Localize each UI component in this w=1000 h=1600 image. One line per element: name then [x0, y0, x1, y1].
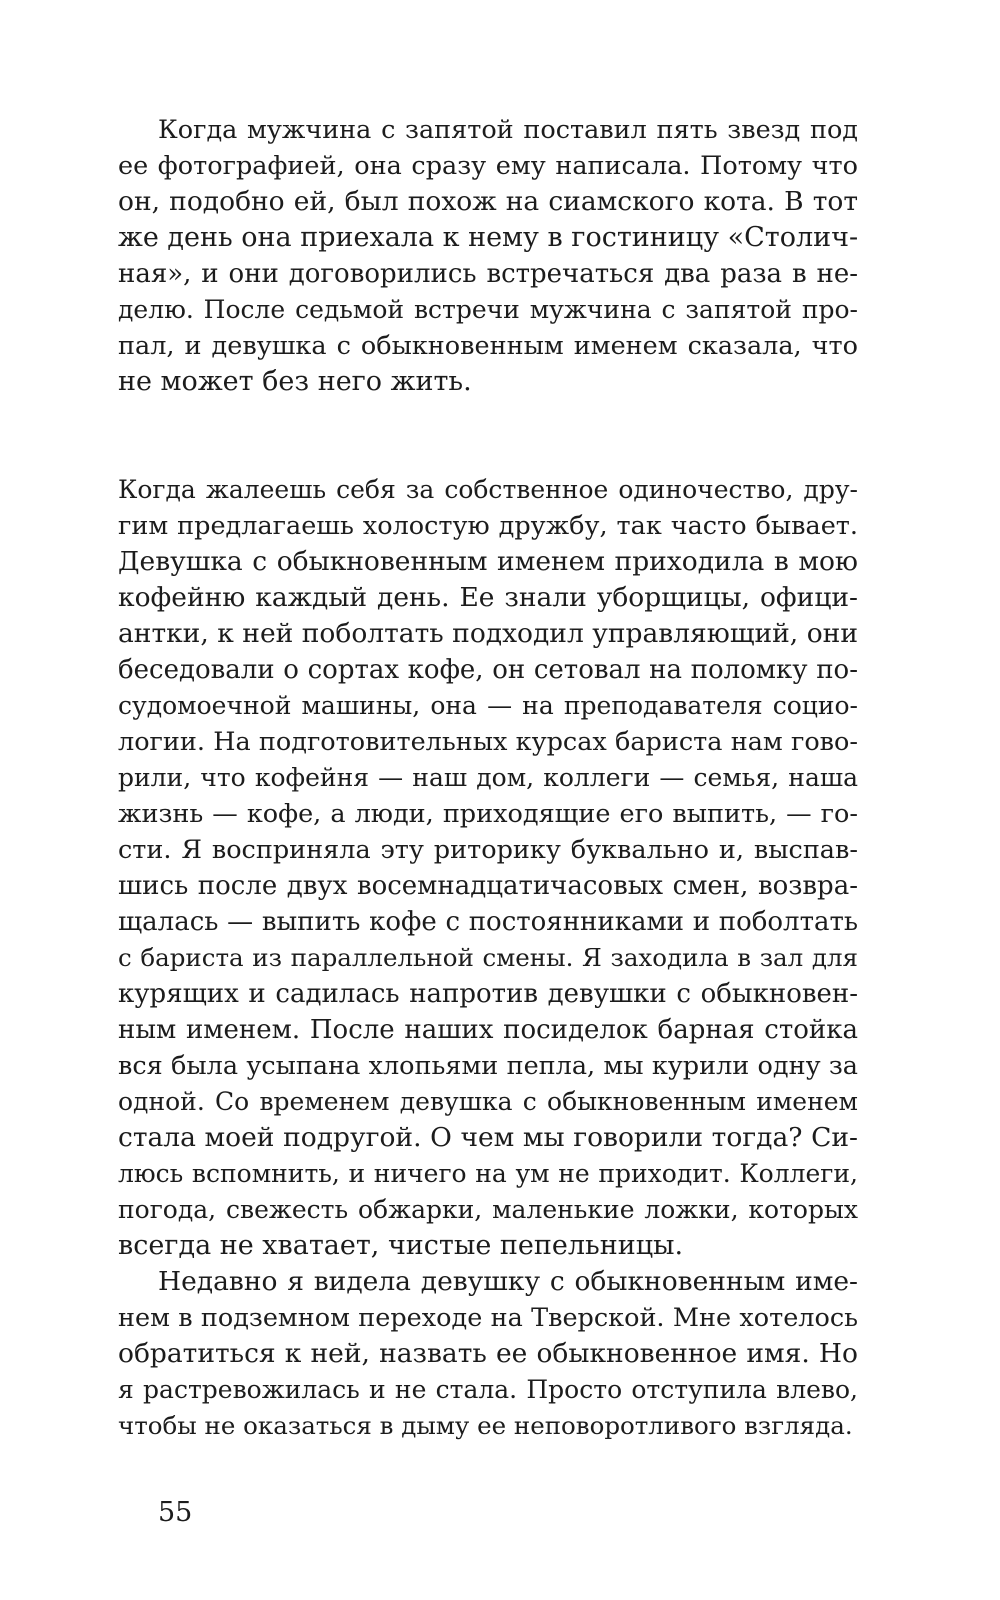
paragraph-2-line: всегда не хватает, чистые пепельницы. [118, 1230, 684, 1261]
paragraph-2-line: антки, к ней поболтать подходил управляющий, они [118, 618, 858, 649]
paragraph-2-line: жизнь — кофе, а люди, приходящие его выпить, — го- [118, 799, 858, 829]
paragraph-2-line: рили, что кофейня — наш дом, коллеги — семья, наша [118, 763, 858, 792]
paragraph-2-line: люсь вспомнить, и ничего на ум не приходит. Коллеги, [118, 1159, 858, 1188]
paragraph-2-line: сти. Я восприняла эту риторику буквально и, выспав- [118, 835, 858, 865]
paragraph-2-line: шись после двух восемнадцатичасовых смен, возвра- [118, 871, 858, 901]
paragraph-2-line: Девушка с обыкновенным именем приходила в мою [118, 546, 858, 577]
paragraph-2-line: вся была усыпана хлопьями пепла, мы курили одну за [118, 1051, 858, 1081]
paragraph-2-line: логии. На подготовительных курсах бариста нам гово- [118, 727, 858, 757]
paragraph-1-line: ее фотографией, она сразу ему написала. Потому что [118, 151, 858, 181]
paragraph-2-line: погода, свежесть обжарки, маленькие ложки, которых [118, 1195, 858, 1224]
paragraph-2-line: щалась — выпить кофе с постоянниками и поболтать [118, 907, 858, 937]
paragraph-2-line: стала моей подругой. О чем мы говорили тогда? Си- [118, 1122, 858, 1153]
paragraph-1-line: ная», и они договорились встречаться два раза в не- [118, 259, 858, 289]
paragraph-1-line: пал, и девушка с обыкновенным именем сказала, что [118, 331, 858, 361]
paragraph-1-line: не может без него жить. [118, 366, 472, 397]
paragraph-2-line: беседовали о сортах кофе, он сетовал на поломку по- [118, 655, 858, 685]
paragraph-3-line: нем в подземном переходе на Тверской. Мне хотелось [118, 1303, 858, 1333]
paragraph-1-line: же день она приехала к нему в гостиницу «Столич- [118, 222, 859, 253]
paragraph-3-line: чтобы не оказаться в дыму ее неповоротливого взгляда. [118, 1411, 853, 1440]
paragraph-2-line: с бариста из параллельной смены. Я заходила в зал для [118, 943, 858, 972]
paragraph-2-line: одной. Со временем девушка с обыкновенным именем [118, 1087, 858, 1116]
page-number: 55 [158, 1497, 193, 1528]
paragraph-3-line: я растревожилась и не стала. Просто отступила влево, [118, 1375, 858, 1404]
paragraph-3-line: обратиться к ней, назвать ее обыкновенное имя. Но [118, 1338, 858, 1369]
paragraph-1-line: делю. После седьмой встречи мужчина с запятой про- [118, 295, 858, 324]
paragraph-2-line: ным именем. После наших посиделок барная стойка [118, 1015, 858, 1045]
paragraph-2-line: курящих и садилась напротив девушки с обыкновен- [118, 979, 858, 1009]
paragraph-1-line: Когда мужчина с запятой поставил пять звезд под [158, 115, 858, 145]
paragraph-3-line: Недавно я видела девушку с обыкновенным име- [158, 1266, 858, 1297]
paragraph-2-line: гим предлагаешь холостую дружбу, так часто бывает. [118, 511, 858, 541]
paragraph-2-line: судомоечной машины, она — на преподавателя социо- [118, 691, 858, 720]
paragraph-2-line: кофейню каждый день. Ее знали уборщицы, офици- [118, 582, 858, 613]
paragraph-2-line: Когда жалеешь себя за собственное одиночество, дру- [118, 475, 858, 504]
paragraph-1-line: он, подобно ей, был похож на сиамского кота. В тот [118, 186, 858, 217]
